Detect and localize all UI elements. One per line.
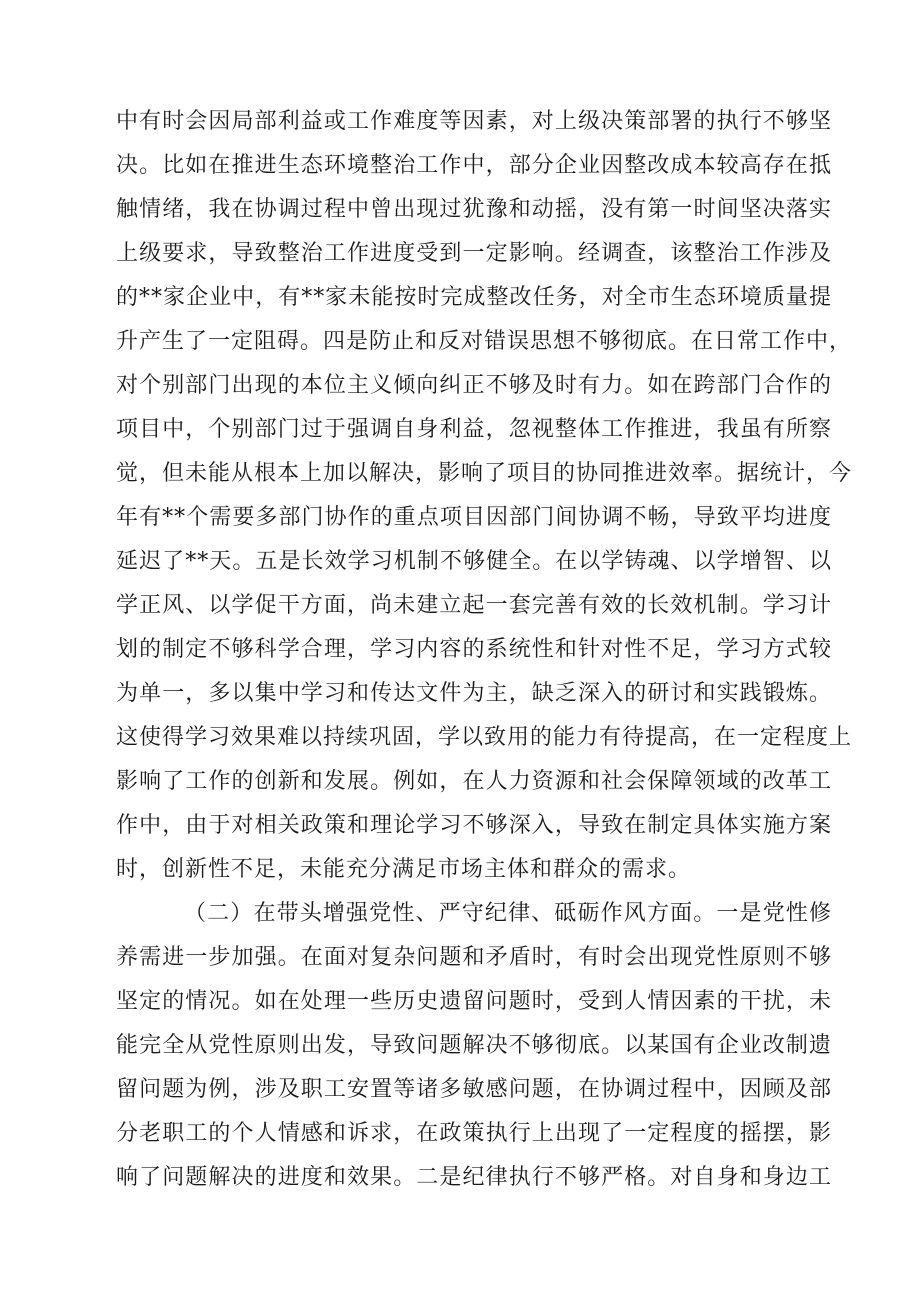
text-line: 年有**个需要多部门协作的重点项目因部门间协调不畅，导致平均进度	[116, 505, 832, 530]
text-line: 留问题为例，涉及职工安置等诸多敏感问题，在协调过程中，因顾及部	[116, 1077, 832, 1102]
text-line: 响了问题解决的进度和效果。二是纪律执行不够严格。对自身和身边工	[116, 1165, 832, 1190]
text-line: 项目中，个别部门过于强调自身利益，忽视整体工作推进，我虽有所察	[116, 417, 832, 442]
text-line: 能完全从党性原则出发，导致问题解决不够彻底。以某国有企业改制遗	[116, 1033, 832, 1058]
text-line: 对个别部门出现的本位主义倾向纠正不够及时有力。如在跨部门合作的	[116, 373, 832, 398]
text-line: 升产生了一定阻碍。四是防止和反对错误思想不够彻底。在日常工作中，	[116, 329, 853, 354]
text-line: 延迟了**天。五是长效学习机制不够健全。在以学铸魂、以学增智、以	[116, 549, 832, 574]
text-line: 划的制定不够科学合理，学习内容的系统性和针对性不足，学习方式较	[116, 637, 832, 662]
text-line: 影响了工作的创新和发展。例如，在人力资源和社会保障领域的改革工	[116, 769, 832, 794]
text-line: 作中，由于对相关政策和理论学习不够深入，导致在制定具体实施方案	[116, 813, 832, 838]
section-heading-line: （二）在带头增强党性、严守纪律、砥砺作风方面。一是党性修	[184, 901, 832, 926]
text-line: 为单一，多以集中学习和传达文件为主，缺乏深入的研讨和实践锻炼。	[116, 681, 832, 706]
text-line: 觉，但未能从根本上加以解决，影响了项目的协同推进效率。据统计，今	[116, 461, 853, 486]
text-line: 分老职工的个人情感和诉求，在政策执行上出现了一定程度的摇摆，影	[116, 1121, 832, 1146]
text-line: 上级要求，导致整治工作进度受到一定影响。经调查，该整治工作涉及	[116, 241, 832, 266]
text-line: 坚定的情况。如在处理一些历史遗留问题时，受到人情因素的干扰，未	[116, 989, 832, 1014]
text-line: 决。比如在推进生态环境整治工作中，部分企业因整改成本较高存在抵	[116, 153, 832, 178]
text-line: 这使得学习效果难以持续巩固，学以致用的能力有待提高，在一定程度上	[116, 725, 853, 750]
text-line: 的**家企业中，有**家未能按时完成整改任务，对全市生态环境质量提	[116, 285, 832, 310]
text-line: 学正风、以学促干方面，尚未建立起一套完善有效的长效机制。学习计	[116, 593, 832, 618]
text-line: 养需进一步加强。在面对复杂问题和矛盾时，有时会出现党性原则不够	[116, 945, 832, 970]
body-text	[116, 100, 853, 1200]
paragraph-end-line: 时，创新性不足，未能充分满足市场主体和群众的需求。	[116, 857, 692, 882]
text-line: 中有时会因局部利益或工作难度等因素，对上级决策部署的执行不够坚	[116, 109, 832, 134]
text-line: 触情绪，我在协调过程中曾出现过犹豫和动摇，没有第一时间坚决落实	[116, 197, 832, 222]
